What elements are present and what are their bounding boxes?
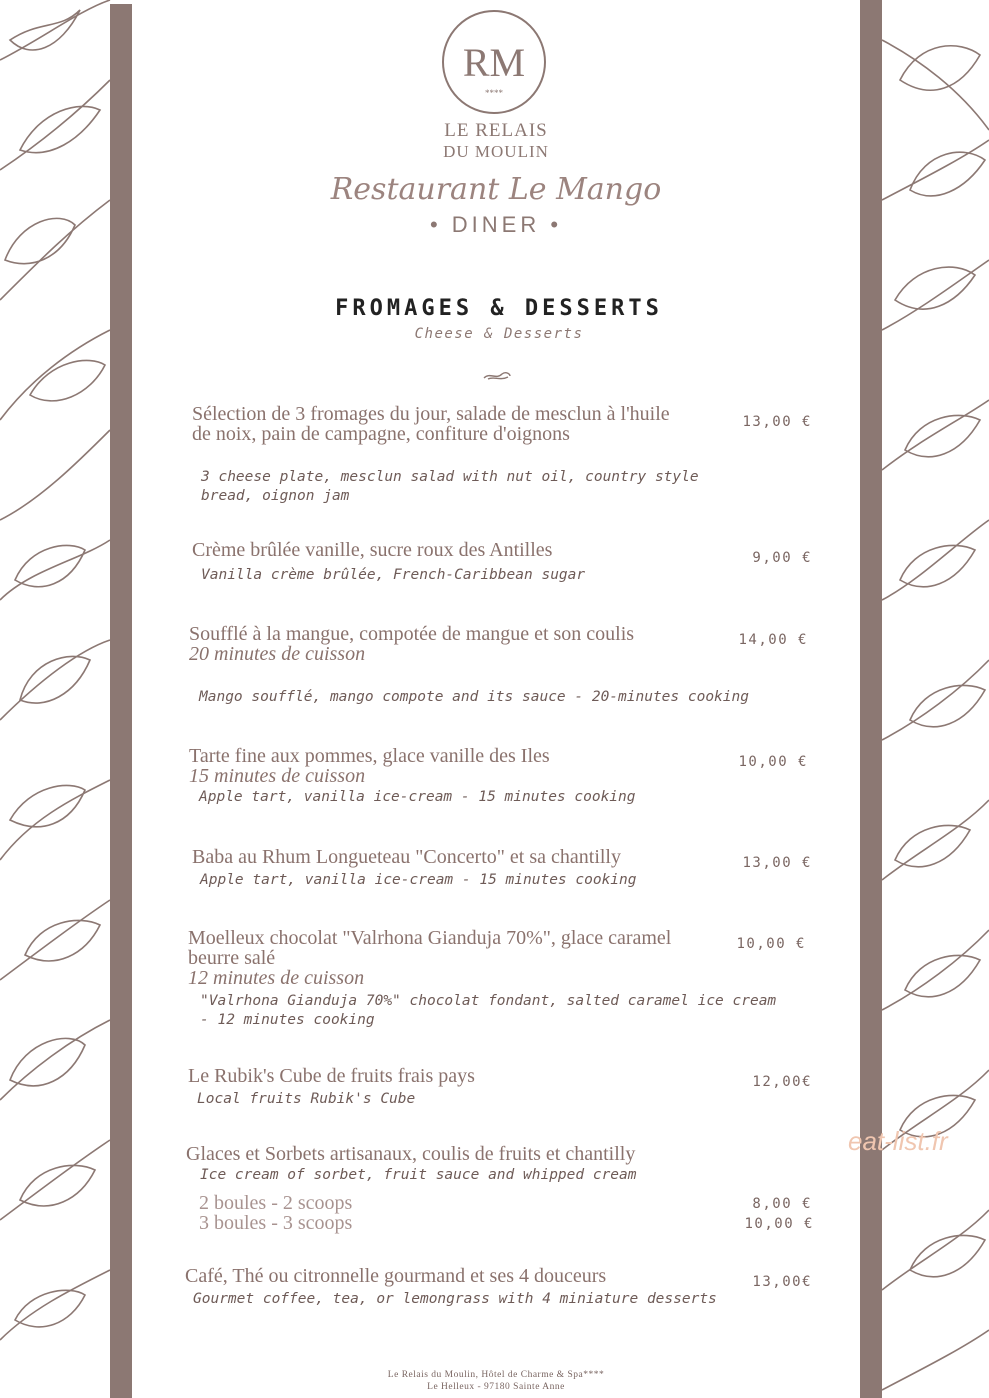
item-price: 9,00 € [752, 550, 812, 566]
item-name-fr [188, 928, 678, 988]
scoop-option-price: 10,00 € [744, 1216, 814, 1232]
scoop-option-price: 8,00 € [752, 1196, 812, 1212]
watermark: eat-list.fr [848, 1126, 948, 1156]
item-price: 13,00€ [752, 1274, 812, 1290]
section-title: FROMAGES & DESSERTS [335, 296, 663, 321]
right-frame-bar [860, 0, 882, 1398]
item-cooking-time: 12 minutes de cuisson [188, 967, 365, 989]
item-price: 13,00 € [742, 855, 812, 871]
item-name-en: "Valrhona Gianduja 70%" chocolat fondant, salted caramel ice cream - 12 minutes cooking [200, 993, 777, 1028]
restaurant-name: Restaurant Le Mango [330, 172, 662, 207]
item-name-fr: Crème brûlée vanille, sucre roux des Antilles [192, 539, 553, 561]
item-name-en: Ice cream of sorbet, fruit sauce and whipped cream [200, 1167, 637, 1183]
item-cooking-time: 15 minutes de cuisson [189, 765, 366, 787]
item-price: 12,00€ [752, 1074, 812, 1090]
item-price: 13,00 € [742, 414, 812, 430]
item-name-en: 3 cheese plate, mesclun salad with nut oil, country style bread, oignon jam [201, 469, 699, 504]
item-price: 10,00 € [738, 754, 808, 770]
item-name-fr: Glaces et Sorbets artisanaux, coulis de fruits et chantilly [186, 1143, 636, 1165]
swirl-ornament-icon [482, 370, 512, 382]
scoop-option: 2 boules - 2 scoops [199, 1192, 353, 1214]
item-name-fr: Café, Thé ou citronnelle gourmand et ses 4 douceurs [185, 1265, 607, 1287]
item-name-en: Local fruits Rubik's Cube [197, 1091, 416, 1107]
item-name-en: Mango soufflé, mango compote and its sauce - 20-minutes cooking [199, 689, 749, 705]
item-name-en: Apple tart, vanilla ice-cream - 15 minutes cooking [199, 789, 636, 805]
item-name-en: Vanilla crème brûlée, French-Caribbean sugar [201, 567, 586, 583]
section-subtitle: Cheese & Desserts [414, 326, 584, 342]
item-price: 14,00 € [738, 632, 808, 648]
item-cooking-time: 20 minutes de cuisson [189, 643, 366, 665]
item-name-fr-text: Moelleux chocolat "Valrhona Gianduja 70%", glace caramel beurre salé [188, 927, 672, 969]
item-name-fr: Baba au Rhum Longueteau "Concerto" et sa chantilly [192, 846, 621, 868]
scoop-option: 3 boules - 3 scoops [199, 1212, 353, 1234]
item-name-fr-text: Soufflé à la mangue, compotée de mangue et son coulis [189, 623, 635, 645]
logo-monogram: RM [462, 40, 526, 85]
item-name-en: Gourmet coffee, tea, or lemongrass with 4 miniature desserts [193, 1291, 717, 1307]
hotel-name-line2: DU MOULIN [443, 142, 549, 161]
item-name-fr [189, 746, 709, 786]
meal-title: • DINER • [429, 212, 563, 237]
logo-stars: **** [485, 88, 503, 98]
hotel-name-line1: LE RELAIS [444, 120, 548, 141]
footer-address-line2: Le Helleux - 97180 Sainte Anne [427, 1382, 565, 1392]
menu-page [132, 0, 860, 1398]
left-frame-bar [110, 4, 132, 1398]
item-name-fr: Sélection de 3 fromages du jour, salade de mesclun à l'huile de noix, pain de campagne, confiture d'oignons [192, 403, 670, 445]
hotel-logo [440, 8, 548, 116]
footer-address-line1: Le Relais du Moulin, Hôtel de Charme & Spa**** [387, 1370, 605, 1380]
item-name-fr [189, 624, 669, 664]
item-name-en: Apple tart, vanilla ice-cream - 15 minutes cooking [200, 872, 637, 888]
item-name-fr-text: Tarte fine aux pommes, glace vanille des Iles [189, 745, 550, 767]
item-price: 10,00 € [736, 936, 806, 952]
item-name-fr: Le Rubik's Cube de fruits frais pays [188, 1065, 475, 1087]
